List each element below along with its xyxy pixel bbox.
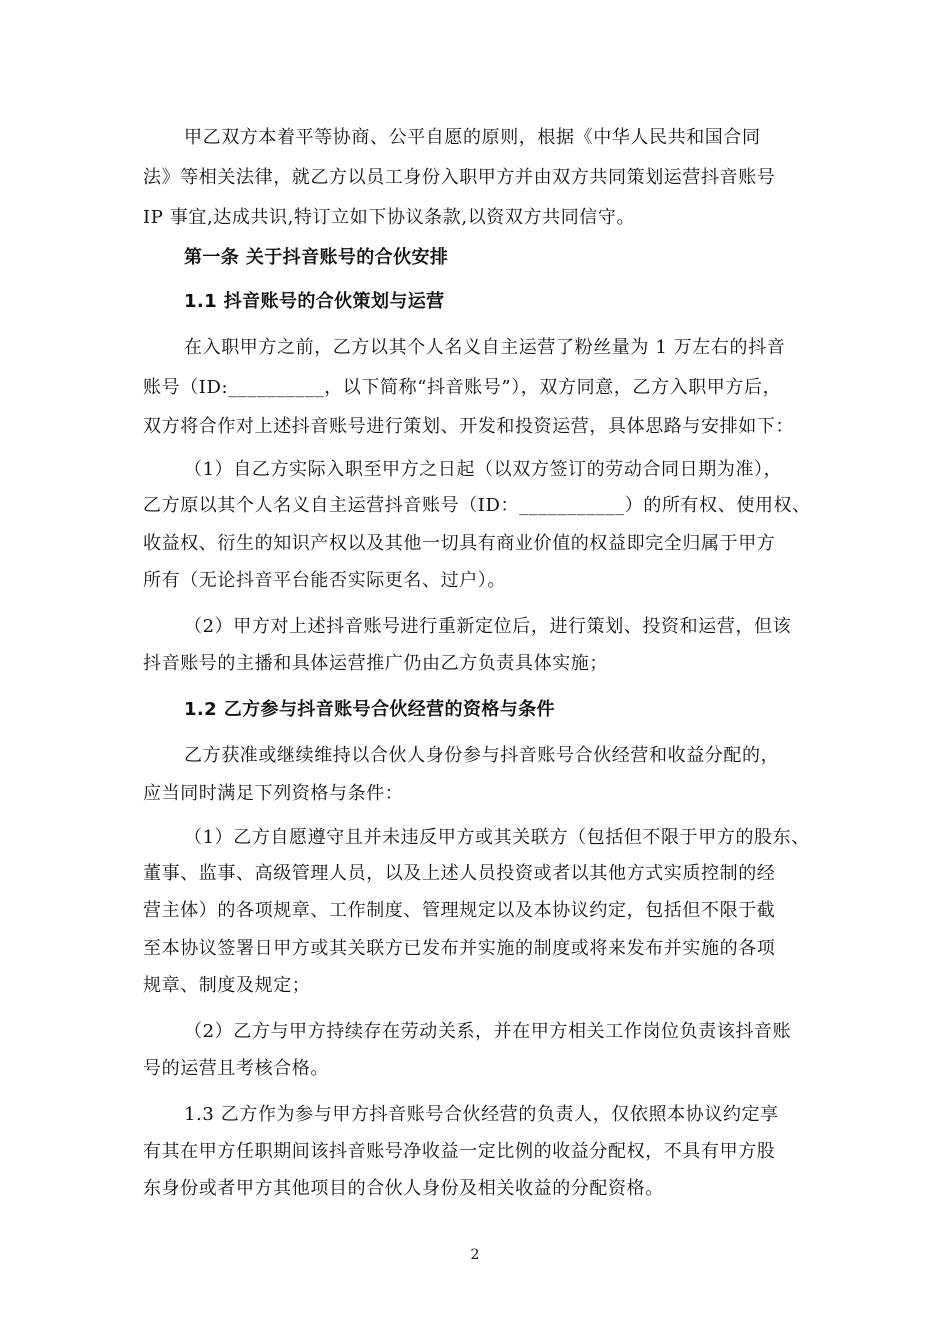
paragraph-line: 账号（ID:__________，以下简称“抖音账号”），双方同意，乙方入职甲方后， — [143, 377, 782, 398]
paragraph-line: 双方将合作对上述抖音账号进行策划、开发和投资运营，具体思路与安排如下： — [143, 416, 794, 437]
paragraph-line: 法》等相关法律，就乙方以员工身份入职甲方并由双方共同策划运营抖音账号 — [143, 167, 776, 188]
paragraph-line: 乙方获准或继续维持以合伙人身份参与抖音账号合伙经营和收益分配的， — [184, 745, 780, 766]
paragraph-line: 有其在甲方任职期间该抖音账号净收益一定比例的收益分配权，不具有甲方股 — [143, 1141, 776, 1162]
section-heading: 1.1 抖音账号的合伙策划与运营 — [184, 291, 445, 312]
paragraph-line: 甲乙双方本着平等协商、公平自愿的原则，根据《中华人民共和国合同 — [184, 127, 761, 148]
clause-line: 抖音账号的主播和具体运营推广仍由乙方负责具体实施； — [143, 653, 608, 674]
paragraph-line: 应当同时满足下列资格与条件： — [143, 783, 404, 804]
clause-line: 号的运营且考核合格。 — [143, 1058, 329, 1079]
clause-line: 乙方原以其个人名义自主运营抖音账号（ID：___________）的所有权、使用权、 — [143, 495, 811, 516]
paragraph-line: 1.3 乙方作为参与甲方抖音账号合伙经营的负责人，仅依照本协议约定享 — [184, 1104, 779, 1125]
clause-line: （2）甲方对上述抖音账号进行重新定位后，进行策划、投资和运营，但该 — [184, 616, 792, 637]
clause-line: （1）乙方自愿遵守且并未违反甲方或其关联方（包括但不限于甲方的股东、 — [184, 827, 810, 848]
clause-line: 营主体）的各项规章、工作制度、管理规定以及本协议约定，包括但不限于截 — [143, 900, 776, 921]
section-heading: 1.2 乙方参与抖音账号合伙经营的资格与条件 — [184, 699, 555, 720]
paragraph-line: IP 事宜,达成共识,特订立如下协议条款,以资双方共同信守。 — [143, 207, 636, 228]
clause-line: （2）乙方与甲方持续存在劳动关系，并在甲方相关工作岗位负责该抖音账 — [184, 1021, 792, 1042]
paragraph-line: 东身份或者甲方其他项目的合伙人身份及相关收益的分配资格。 — [143, 1178, 664, 1199]
clause-line: 至本协议签署日甲方或其关联方已发布并实施的制度或将来发布并实施的各项 — [143, 938, 776, 959]
clause-line: 规章、制度及规定； — [143, 975, 311, 996]
clause-line: 所有（无论抖音平台能否实际更名、过户）。 — [143, 570, 506, 591]
clause-line: 收益权、衍生的知识产权以及其他一切具有商业价值的权益即完全归属于甲方 — [143, 533, 776, 554]
clause-line: 董事、监事、高级管理人员，以及上述人员投资或者以其他方式实质控制的经 — [143, 863, 776, 884]
paragraph-line: 在入职甲方之前，乙方以其个人名义自主运营了粉丝量为 1 万左右的抖音 — [184, 337, 786, 358]
page-number: 2 — [470, 1247, 480, 1263]
clause-line: （1）自乙方实际入职至甲方之日起（以双方签订的劳动合同日期为准）， — [184, 459, 783, 480]
article-heading: 第一条 关于抖音账号的合伙安排 — [184, 247, 449, 268]
